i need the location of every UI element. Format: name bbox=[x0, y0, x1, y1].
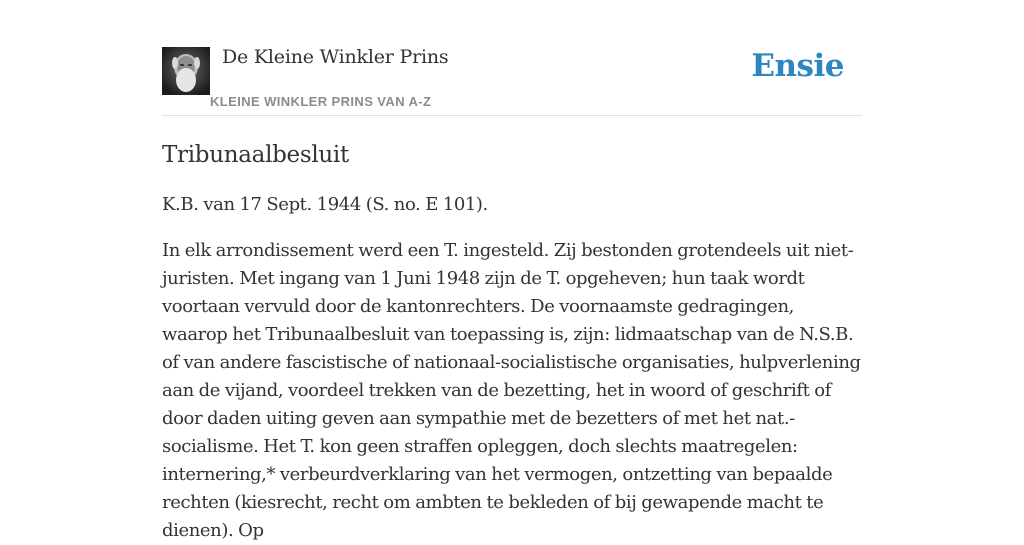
article-title: Tribunaalbesluit bbox=[162, 142, 349, 168]
author-portrait-icon bbox=[162, 47, 210, 95]
article bbox=[162, 138, 862, 545]
author-avatar[interactable] bbox=[162, 47, 210, 95]
ensie-logo-link[interactable]: Ensie bbox=[751, 48, 844, 84]
book-subtitle-link[interactable]: KLEINE WINKLER PRINS VAN A-Z bbox=[210, 94, 432, 109]
book-header bbox=[162, 44, 862, 116]
article-body: In elk arrondissement werd een T. ingesteld. Zij bestonden grotendeels uit niet-juristen. Met ingang van 1 Juni 1948 zijn de T. opgeheven; hun taak wordt voortaan vervuld door de kantonrechters. De voornaamste gedragingen, waarop het Tribunaalbesluit van toepassing is, zijn: lidmaatschap van de N.S.B. of van andere fascistische of nationaal-socialistische organisaties, hulpverlening aan de vijand, voordeel trekken van de bezetting, het in woord of geschrift of door daden uiting geven aan sympathie met de bezetters of met het nat.-socialisme. Het T. kon geen straffen opleggen, doch slechts maatregelen: internering,* verbeurdverklaring van het vermogen, ontzetting van bepaalde rechten (kiesrecht, recht om ambten te bekleden of bij gewapende macht te dienen). Op bbox=[162, 240, 861, 541]
book-title-link[interactable]: De Kleine Winkler Prins bbox=[222, 46, 449, 68]
article-lead: K.B. van 17 Sept. 1944 (S. no. E 101). bbox=[162, 194, 488, 215]
